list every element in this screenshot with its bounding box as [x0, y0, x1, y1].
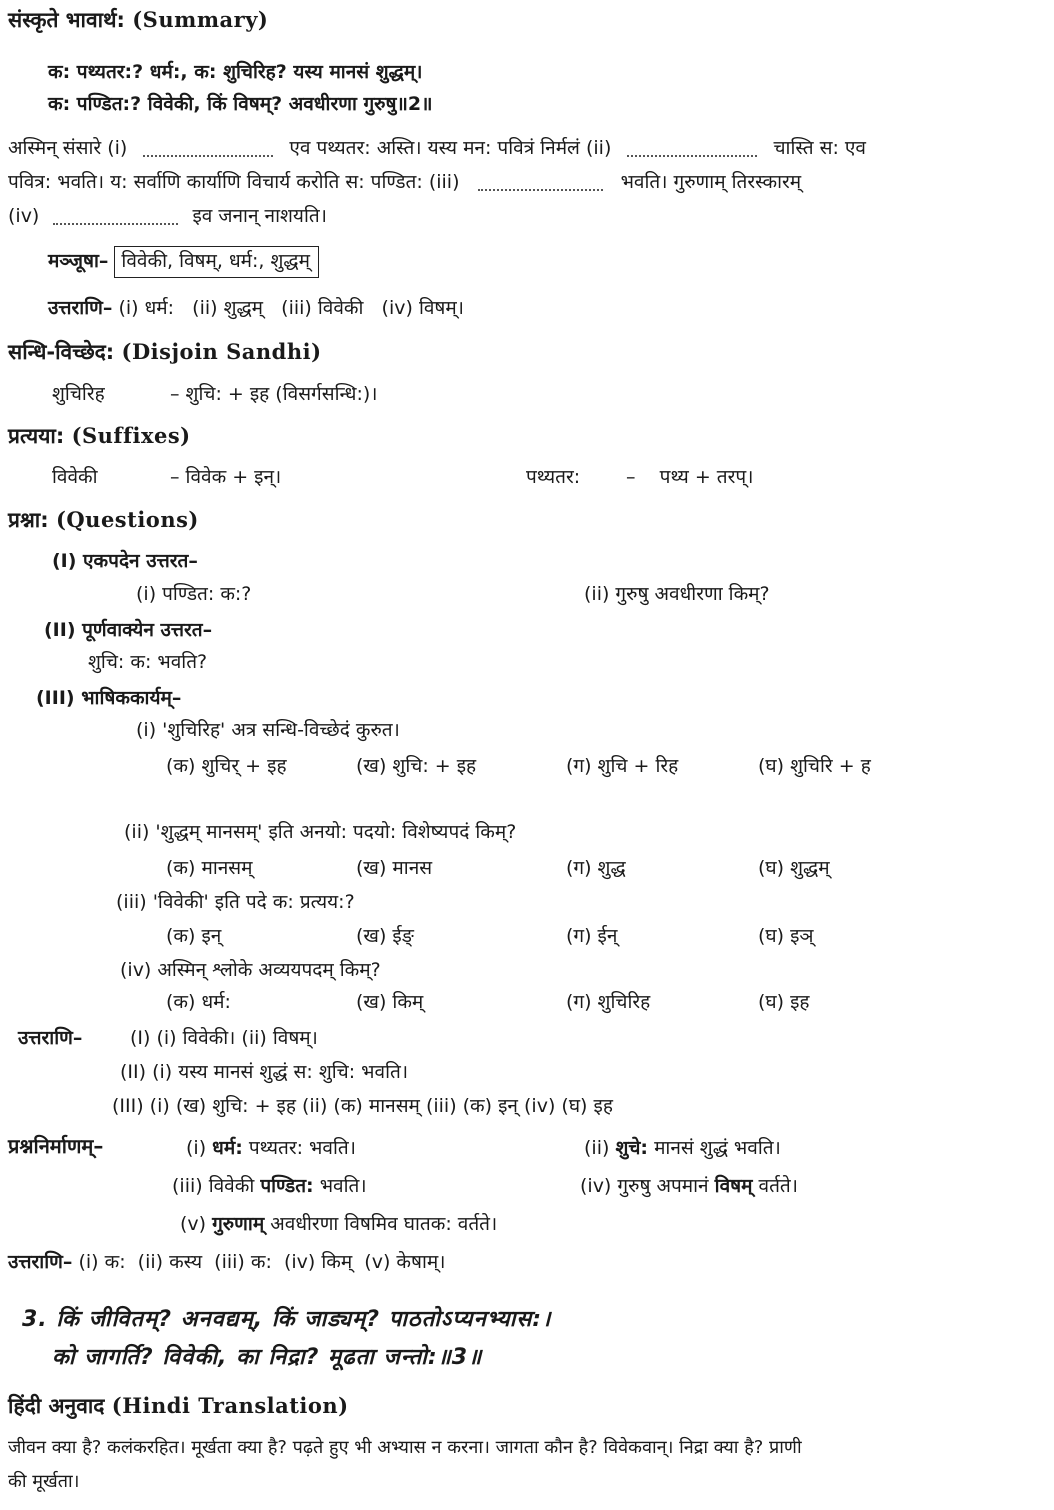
- hindi-heading: [8, 1394, 349, 1418]
- blank-iv: [53, 209, 178, 225]
- qf-answers-label: उत्तराणि–: [8, 1251, 73, 1273]
- q3-label: (III) भाषिककार्यम्–: [36, 687, 182, 709]
- manjusha-label: मञ्जूषा–: [48, 250, 109, 272]
- summary-answers-label: उत्तराणि–: [48, 297, 113, 319]
- q1-label: (I) एकपदेन उत्तरत–: [52, 550, 198, 572]
- q3-iv: (iv) अस्मिन् श्लोके अव्ययपदम् किम्?: [120, 959, 381, 981]
- manjusha: [48, 246, 319, 278]
- q3-iv-opt-d: (घ) इह: [758, 991, 810, 1013]
- q3-iii-opt-b: (ख) ईङ्: [356, 925, 414, 947]
- manjusha-box: विवेकी, विषम्, धर्म:, शुद्धम्: [114, 246, 319, 278]
- q3-iv-opt-c: (ग) शुचिरिह: [566, 991, 651, 1013]
- verse2-line1: क: पथ्यतर:? धर्म:, क: शुचिरिह? यस्य मानसं शुद्धम्।: [48, 61, 423, 83]
- sandhi-heading-en: (Disjoin Sandhi): [121, 339, 322, 364]
- qf-answers-text: (i) क: (ii) कस्य (iii) क: (iv) किम् (v) केषाम्।: [78, 1251, 446, 1273]
- answers-I: (I) (i) विवेकी। (ii) विषम्।: [130, 1027, 318, 1049]
- summary-para-line1: [8, 136, 866, 160]
- suffix-word-2: पथ्यतर:: [526, 466, 581, 488]
- qf-iv: [580, 1174, 798, 1198]
- suffix-split-1: – विवेक + इन्।: [170, 466, 282, 488]
- qf-v-pre: (v): [180, 1213, 213, 1235]
- q3-ii-opt-c: (ग) शुद्ध: [566, 857, 626, 879]
- summary-heading: [8, 8, 268, 32]
- sandhi-split: – शुचि: + इह (विसर्गसन्धि:)।: [170, 383, 378, 405]
- questions-heading-en: (Questions): [55, 507, 199, 532]
- summary-heading-en: (Summary): [132, 7, 269, 32]
- sandhi-word: शुचिरिह: [52, 383, 105, 405]
- suffixes-heading-sa: प्रत्यया:: [8, 424, 65, 448]
- q3-i-opt-c: (ग) शुचि + रिह: [566, 755, 679, 777]
- qf-v: [180, 1212, 497, 1236]
- blank-ii: [627, 141, 757, 157]
- q3-iii-opt-a: (क) इन्: [166, 925, 222, 947]
- qf-iv-pre: (iv) गुरुषु अपमानं: [580, 1175, 715, 1197]
- q3-iii: (iii) 'विवेकी' इति पदे क: प्रत्यय:?: [116, 891, 355, 913]
- qf-iii-pre: (iii) विवेकी: [172, 1175, 261, 1197]
- summary-p1-a: अस्मिन् संसारे (i): [8, 137, 128, 159]
- suffix-split-2: – पथ्य + तरप्।: [626, 466, 754, 488]
- summary-heading-sa: संस्कृते भावार्थ:: [8, 8, 125, 32]
- qf-i-post: पथ्यतर: भवति।: [242, 1137, 356, 1159]
- q3-i-opt-a: (क) शुचिर् + इह: [166, 755, 287, 777]
- qf-ii: [584, 1136, 781, 1160]
- suffix-word-1: विवेकी: [52, 466, 98, 488]
- q3-iv-opt-a: (क) धर्म:: [166, 991, 231, 1013]
- qf-label: प्रश्ननिर्माणम्–: [8, 1134, 104, 1158]
- summary-p1-c: चास्ति स: एव: [773, 137, 866, 159]
- q3-i-opt-d: (घ) शुचिरि + ह: [758, 755, 871, 777]
- suffixes-heading: [8, 424, 191, 448]
- qf-iii-bold: पण्डित:: [260, 1175, 314, 1197]
- questions-answers-label: उत्तराणि–: [18, 1027, 83, 1049]
- verse3-line1: 3. किं जीवितम्? अनवद्यम्, किं जाड्यम्? पाठतोऽप्यनभ्यास:।: [22, 1307, 552, 1332]
- q3-ii-opt-b: (ख) मानस: [356, 857, 433, 879]
- sandhi-heading: [8, 340, 322, 364]
- blank-iii: [478, 175, 603, 191]
- summary-answers: [48, 296, 464, 320]
- qf-ii-bold: शुचे:: [615, 1137, 649, 1159]
- q3-ii-opt-d: (घ) शुद्धम्: [758, 857, 830, 879]
- questions-heading: [8, 508, 199, 532]
- summary-para-line2: [8, 170, 801, 194]
- summary-para-line3: [8, 204, 327, 228]
- suffixes-heading-en: (Suffixes): [71, 423, 191, 448]
- summary-p3-a: (iv): [8, 205, 40, 227]
- q3-iv-opt-b: (ख) किम्: [356, 991, 424, 1013]
- qf-ii-post: मानसं शुद्धं भवति।: [648, 1137, 781, 1159]
- answers-III: (III) (i) (ख) शुचि: + इह (ii) (क) मानसम् (iii) (क) इन् (iv) (घ) इह: [112, 1095, 613, 1117]
- qf-ii-pre: (ii): [584, 1137, 616, 1159]
- answers-II: (II) (i) यस्य मानसं शुद्धं स: शुचि: भवति।: [120, 1061, 409, 1083]
- qf-v-bold: गुरुणाम्: [212, 1213, 265, 1235]
- qf-i-bold: धर्म:: [212, 1137, 243, 1159]
- verse3-line2: को जागर्ति? विवेकी, का निद्रा? मूढता जन्तो:॥3॥: [52, 1345, 483, 1370]
- q3-ii-opt-a: (क) मानसम्: [166, 857, 253, 879]
- qf-iii-post: भवति।: [313, 1175, 367, 1197]
- summary-answers-text: (i) धर्म: (ii) शुद्धम् (iii) विवेकी (iv) विषम्।: [118, 297, 464, 319]
- q3-i-opt-b: (ख) शुचि: + इह: [356, 755, 477, 777]
- qf-iv-post: वर्तते।: [752, 1175, 798, 1197]
- q3-iii-opt-d: (घ) इञ्: [758, 925, 814, 947]
- qf-iv-bold: विषम्: [714, 1175, 753, 1197]
- q3-i: (i) 'शुचिरिह' अत्र सन्धि-विच्छेदं कुरुत।: [136, 719, 400, 741]
- qf-iii: [172, 1174, 367, 1198]
- q1-ii: (ii) गुरुषु अवधीरणा किम्?: [584, 583, 770, 605]
- q2-label: (II) पूर्णवाक्येन उत्तरत–: [44, 619, 213, 641]
- q2-text: शुचि: क: भवति?: [88, 651, 208, 673]
- q3-ii: (ii) 'शुद्धम् मानसम्' इति अनयो: पदयो: विशेष्यपदं किम्?: [124, 821, 517, 843]
- questions-heading-sa: प्रश्ना:: [8, 508, 49, 532]
- verse2-line2: क: पण्डित:? विवेकी, किं विषम्? अवधीरणा गुरुषु॥2॥: [48, 93, 433, 115]
- qf-v-post: अवधीरणा विषमिव घातक: वर्तते।: [264, 1213, 498, 1235]
- blank-i: [143, 141, 273, 157]
- hindi-heading-sa: हिंदी अनुवाद: [8, 1394, 105, 1418]
- q1-i: (i) पण्डित: क:?: [136, 583, 252, 605]
- hindi-line2: की मूर्खता।: [8, 1471, 80, 1492]
- qf-answers: [8, 1250, 445, 1274]
- qf-i-pre: (i): [186, 1137, 213, 1159]
- summary-p1-b: एव पथ्यतर: अस्ति। यस्य मन: पवित्रं निर्मलं (ii): [289, 137, 612, 159]
- sandhi-heading-sa: सन्धि-विच्छेद:: [8, 340, 115, 364]
- summary-p3-b: इव जनान् नाशयति।: [192, 205, 327, 227]
- qf-i: [186, 1136, 356, 1160]
- summary-p2-a: पवित्र: भवति। य: सर्वाणि कार्याणि विचार्य करोति स: पण्डित: (iii): [8, 171, 460, 193]
- q3-iii-opt-c: (ग) ईन्: [566, 925, 618, 947]
- summary-p2-b: भवति। गुरुणाम् तिरस्कारम्: [620, 171, 802, 193]
- hindi-heading-en: (Hindi Translation): [111, 1393, 349, 1418]
- hindi-line1: जीवन क्या है? कलंकरहित। मूर्खता क्या है? पढ़ते हुए भी अभ्यास न करना। जागता कौन है? विवेकवान्। निद्रा क्या है? प्राणी: [8, 1437, 802, 1458]
